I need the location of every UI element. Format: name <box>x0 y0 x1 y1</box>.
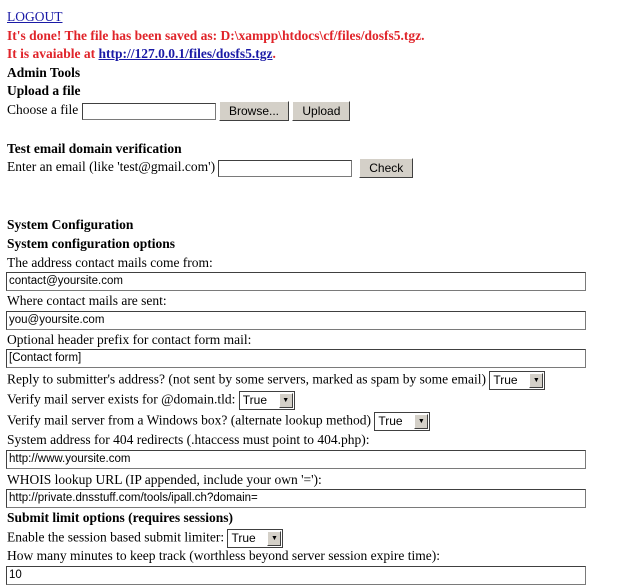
verify-select[interactable] <box>239 391 295 410</box>
minutes-label: How many minutes to keep track (worthless beyond server session expire time): <box>7 548 441 563</box>
available-prefix: It is avaiable at <box>7 46 99 61</box>
from-label: The address contact mails come from: <box>7 255 213 270</box>
check-button[interactable]: Check <box>359 158 413 178</box>
reply-label: Reply to submitter's address? (not sent by some servers, marked as spam by some email) <box>7 371 486 387</box>
file-path-input[interactable] <box>82 103 216 120</box>
reply-select[interactable] <box>489 371 545 390</box>
upload-row <box>7 101 350 121</box>
email-test-label: Enter an email (like 'test@gmail.com') <box>7 159 216 175</box>
prefix-label: Optional header prefix for contact form mail: <box>7 332 252 347</box>
chevron-down-icon: ▼ <box>529 373 543 388</box>
chevron-down-icon: ▼ <box>279 393 293 408</box>
verify-row <box>7 391 295 410</box>
limiter-label: Enable the session based submit limiter: <box>7 529 225 545</box>
choose-file-label: Choose a file <box>7 102 79 118</box>
browse-button[interactable]: Browse... <box>219 101 289 121</box>
chevron-down-icon: ▼ <box>267 531 281 546</box>
limiter-row <box>7 529 283 548</box>
reply-row <box>7 371 545 390</box>
chevron-down-icon: ▼ <box>414 414 428 429</box>
saved-message: It's done! The file has been saved as: D:\xampp\htdocs\cf/files/dosfs5.tgz. <box>7 28 425 43</box>
limiter-select[interactable] <box>227 529 283 548</box>
r404-label: System address for 404 redirects (.htaccess must point to 404.php): <box>7 432 370 447</box>
from-input[interactable]: contact@yoursite.com <box>6 272 586 291</box>
file-link[interactable]: http://127.0.0.1/files/dosfs5.tgz <box>98 46 273 61</box>
email-test-heading: Test email domain verification <box>7 141 182 156</box>
verify-label: Verify mail server exists for @domain.tld: <box>7 391 236 407</box>
limit-heading: Submit limit options (requires sessions) <box>7 510 234 525</box>
whois-label: WHOIS lookup URL (IP appended, include your own '='): <box>7 472 322 487</box>
verifywin-row <box>7 412 430 431</box>
available-suffix: . <box>272 46 276 61</box>
r404-input[interactable]: http://www.yoursite.com <box>6 450 586 469</box>
admin-tools-heading: Admin Tools <box>7 65 81 80</box>
to-label: Where contact mails are sent: <box>7 293 167 308</box>
verifywin-value: True <box>378 414 403 428</box>
verify-value: True <box>242 393 267 407</box>
sysconf-heading: System Configuration <box>7 217 134 232</box>
limiter-value: True <box>231 531 256 545</box>
available-message <box>7 46 276 62</box>
upload-heading: Upload a file <box>7 83 81 98</box>
email-test-row <box>7 158 413 178</box>
sysconf-subheading: System configuration options <box>7 236 176 251</box>
to-input[interactable]: you@yoursite.com <box>6 311 586 330</box>
verifywin-label: Verify mail server from a Windows box? (alternate lookup method) <box>7 412 371 428</box>
minutes-input[interactable]: 10 <box>6 566 586 585</box>
logout-link[interactable]: LOGOUT <box>7 9 63 24</box>
upload-button[interactable]: Upload <box>292 101 350 121</box>
whois-input[interactable]: http://private.dnsstuff.com/tools/ipall.ch?domain= <box>6 489 586 508</box>
email-test-input[interactable] <box>218 160 352 177</box>
verifywin-select[interactable] <box>374 412 430 431</box>
reply-value: True <box>493 373 518 387</box>
prefix-input[interactable]: [Contact form] <box>6 349 586 368</box>
